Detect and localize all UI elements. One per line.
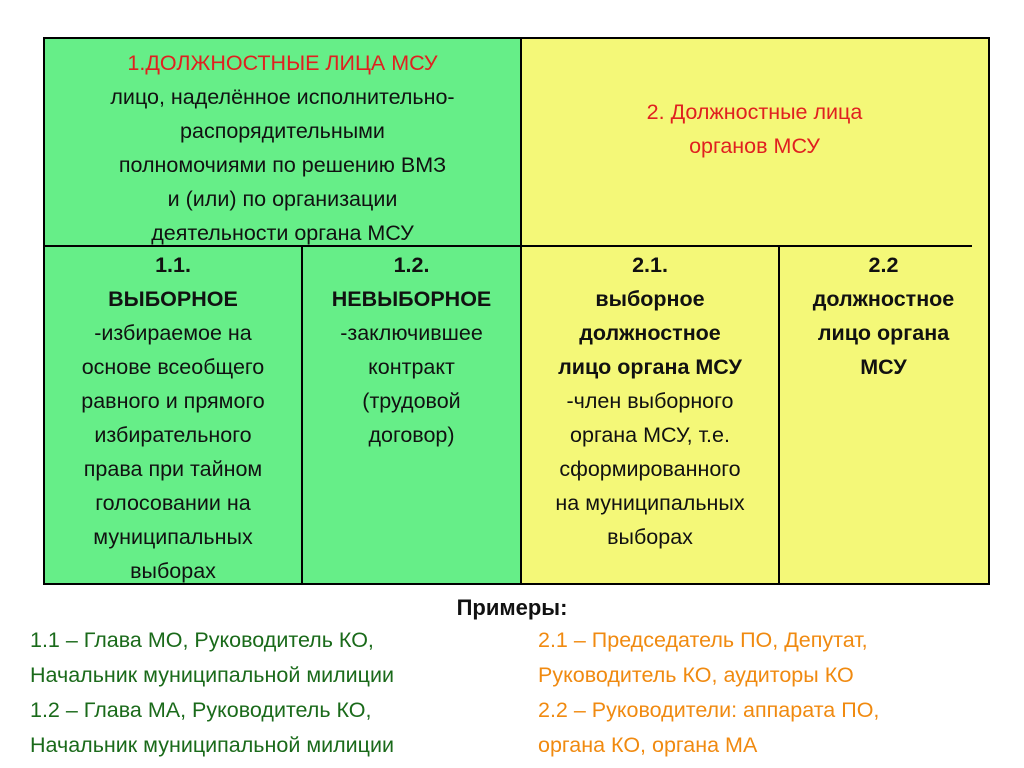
officials-bodies-line: органов МСУ: [689, 134, 820, 158]
table-border-right: [988, 37, 990, 585]
elected-heading: 1.1.: [155, 253, 191, 277]
example-right-line: органа КО, органа МА: [538, 733, 758, 757]
body-official-heading: 2.2: [868, 253, 899, 277]
elected-text: права при тайном: [83, 457, 263, 481]
example-left-line: 1.1 – Глава МО, Руководитель КО,: [30, 628, 374, 652]
officials-msu-line: полномочиями по решению ВМЗ: [118, 153, 447, 177]
officials-msu-line: и (или) по организации: [167, 187, 398, 211]
officials-msu-line: деятельности органа МСУ: [151, 221, 414, 245]
table-divider-center: [520, 37, 522, 585]
examples-title: Примеры:: [456, 595, 568, 620]
elected-official-text: сформированного: [559, 457, 741, 481]
elected-text: -избираемое на: [94, 321, 252, 345]
elected-official-text: органа МСУ, т.е.: [570, 423, 730, 447]
cell-officials-of-bodies: [521, 38, 988, 246]
table-border-top: [44, 37, 989, 39]
elected-official-heading: 2.1.: [632, 253, 668, 277]
example-left-line: Начальник муниципальной милиции: [30, 663, 394, 687]
elected-heading: ВЫБОРНОЕ: [108, 287, 238, 311]
table-border-bottom: [44, 583, 989, 585]
example-right-line: Руководитель КО, аудиторы КО: [538, 663, 854, 687]
non-elected-heading: НЕВЫБОРНОЕ: [331, 287, 492, 311]
officials-msu-title: 1.ДОЛЖНОСТНЫЕ ЛИЦА МСУ: [127, 51, 438, 75]
elected-official-heading: должностное: [579, 321, 721, 345]
elected-text: выборах: [130, 559, 216, 583]
elected-official-heading: выборное: [595, 287, 705, 311]
elected-text: основе всеобщего: [81, 355, 265, 379]
example-left-line: 1.2 – Глава МА, Руководитель КО,: [30, 698, 372, 722]
non-elected-text: договор): [368, 423, 455, 447]
non-elected-text: -заключившее: [340, 321, 483, 345]
officials-bodies-line: 2. Должностные лица: [646, 100, 863, 124]
elected-official-text: -член выборного: [566, 389, 734, 413]
elected-official-text: выборах: [607, 525, 693, 549]
body-official-heading: должностное: [812, 287, 955, 311]
cell-elected-official: [521, 246, 779, 584]
table-divider-right: [778, 245, 780, 585]
elected-text: муниципальных: [93, 525, 253, 549]
elected-text: равного и прямого: [81, 389, 265, 413]
elected-official-heading: лицо органа МСУ: [558, 355, 742, 379]
example-left-line: Начальник муниципальной милиции: [30, 733, 394, 757]
example-right-line: 2.2 – Руководители: аппарата ПО,: [538, 698, 880, 722]
officials-msu-line: лицо, наделённое исполнительно-: [110, 85, 455, 109]
non-elected-text: контракт: [368, 355, 455, 379]
cell-elected: [44, 246, 302, 584]
table-border-left: [43, 37, 45, 585]
elected-text: голосовании на: [95, 491, 251, 515]
non-elected-heading: 1.2.: [393, 253, 430, 277]
table-divider-horizontal: [44, 245, 972, 247]
cell-officials-msu: [44, 38, 521, 246]
body-official-heading: лицо органа: [817, 321, 950, 345]
body-official-heading: МСУ: [860, 355, 907, 379]
officials-msu-line: распорядительными: [180, 119, 385, 143]
cell-non-elected: [302, 246, 521, 584]
example-right-line: 2.1 – Председатель ПО, Депутат,: [538, 628, 868, 652]
elected-text: избирательного: [94, 423, 252, 447]
table-divider-left: [301, 245, 303, 585]
cell-body-official: [779, 246, 988, 584]
non-elected-text: (трудовой: [362, 389, 461, 413]
elected-official-text: на муниципальных: [555, 491, 745, 515]
